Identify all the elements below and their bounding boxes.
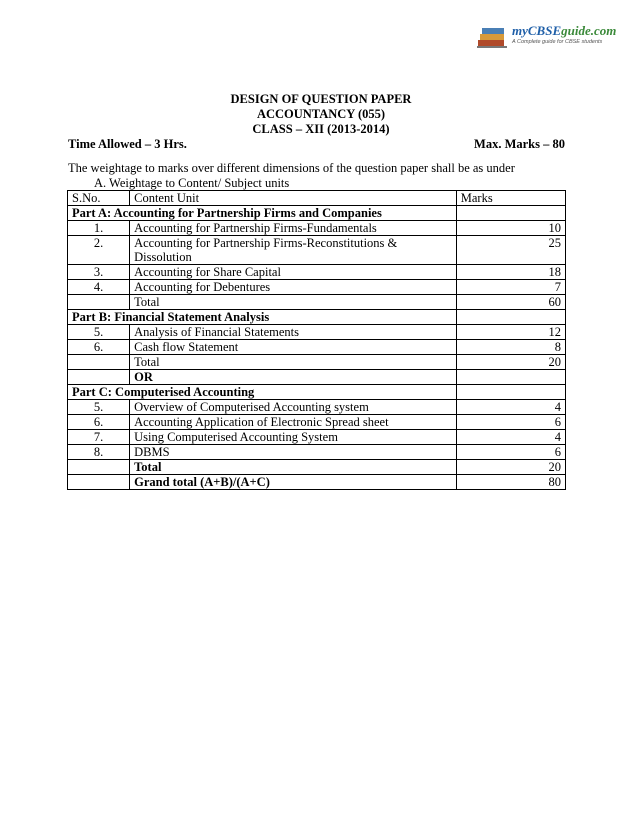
table-row: 2. Accounting for Partnership Firms-Reconstitutions & Dissolution 25 <box>68 236 566 265</box>
part-a-title: Part A: Accounting for Partnership Firms and Companies <box>68 206 457 221</box>
table-row: 6. Cash flow Statement 8 <box>68 340 566 355</box>
table-row: 5. Analysis of Financial Statements 12 <box>68 325 566 340</box>
books-icon <box>476 24 510 50</box>
part-c-title: Part C: Computerised Accounting <box>68 385 457 400</box>
max-marks: Max. Marks – 80 <box>474 137 565 151</box>
part-a-row <box>68 206 566 221</box>
time-marks-row <box>68 137 565 153</box>
header-marks: Marks <box>456 191 565 206</box>
header-content-unit: Content Unit <box>130 191 457 206</box>
intro-text: The weightage to marks over different dimensions of the question paper shall be as under <box>68 161 515 175</box>
table-row: 6. Accounting Application of Electronic Spread sheet 6 <box>68 415 566 430</box>
table-row: 4. Accounting for Debentures 7 <box>68 280 566 295</box>
logo-tagline: A Complete guide for CBSE students <box>512 39 603 45</box>
section-subheading: A. Weightage to Content/ Subject units <box>94 176 290 190</box>
grand-total-value: 80 <box>456 475 565 490</box>
table-row: 1. Accounting for Partnership Firms-Fundamentals 10 <box>68 221 566 236</box>
table-row: 7. Using Computerised Accounting System 4 <box>68 430 566 445</box>
part-c-row <box>68 385 566 400</box>
grand-total-label: Grand total (A+B)/(A+C) <box>130 475 457 490</box>
table-header-row <box>68 191 566 206</box>
part-c-total-row: Total 20 <box>68 460 566 475</box>
part-b-title: Part B: Financial Statement Analysis <box>68 310 457 325</box>
paper-title <box>0 92 638 137</box>
table-row: 5. Overview of Computerised Accounting system 4 <box>68 400 566 415</box>
table-row: 8. DBMS 6 <box>68 445 566 460</box>
weightage-table <box>67 190 566 490</box>
title-line-2: ACCOUNTANCY (055) <box>256 107 386 121</box>
mycbseguide-logo <box>476 22 616 52</box>
table-row: 3. Accounting for Share Capital 18 <box>68 265 566 280</box>
title-line-1: DESIGN OF QUESTION PAPER <box>230 92 412 106</box>
logo-brand: myCBSEguide.com <box>512 23 617 38</box>
part-b-total-row: Total 20 <box>68 355 566 370</box>
time-allowed: Time Allowed – 3 Hrs. <box>68 137 187 151</box>
part-b-row <box>68 310 566 325</box>
part-a-total-row: Total 60 <box>68 295 566 310</box>
header-sno: S.No. <box>68 191 130 206</box>
title-line-3: CLASS – XII (2013-2014) <box>252 122 390 136</box>
or-row <box>68 370 566 385</box>
or-label: OR <box>130 370 457 385</box>
grand-total-row <box>68 475 566 490</box>
